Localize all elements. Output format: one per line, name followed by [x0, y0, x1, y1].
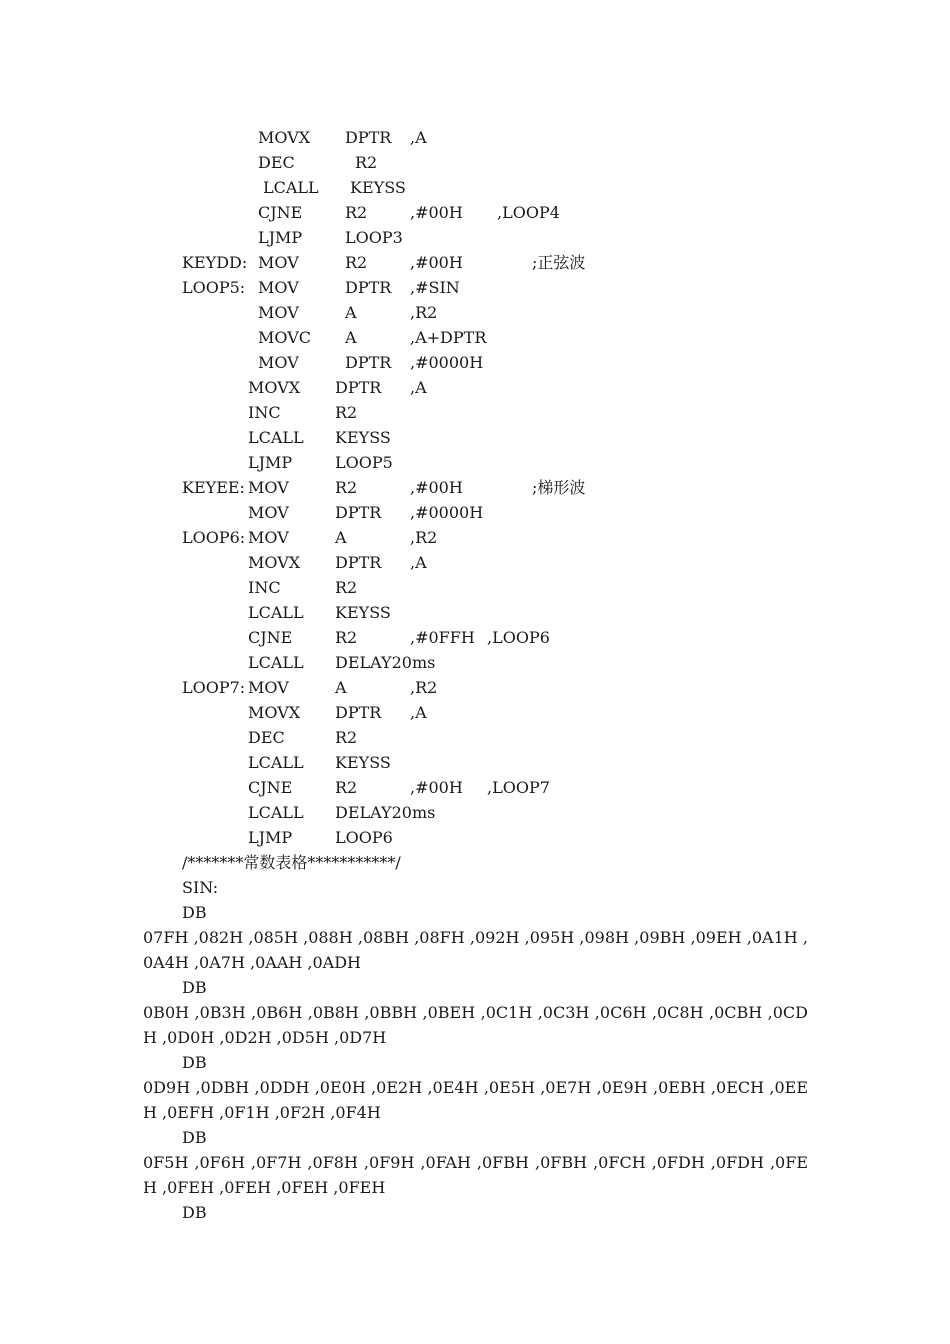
- code-op: DEC: [248, 728, 285, 747]
- code-op: CJNE: [248, 778, 293, 797]
- code-op: LJMP: [258, 228, 303, 247]
- code-line: [0, 650, 950, 675]
- code-a2: ,A: [410, 128, 427, 147]
- code-op: MOV: [258, 278, 299, 297]
- code-a2: ,R2: [410, 303, 438, 322]
- code-op: MOVX: [248, 553, 301, 572]
- code-op: MOVX: [258, 128, 311, 147]
- code-a3: ,LOOP6: [487, 628, 550, 647]
- code-a1: KEYSS: [350, 178, 406, 197]
- code-line: [0, 775, 950, 800]
- section-comment: /*******常数表格***********/: [182, 853, 401, 872]
- code-op: CJNE: [258, 203, 303, 222]
- code-line: [0, 625, 950, 650]
- code-op: LCALL: [263, 178, 319, 197]
- code-a1: DPTR: [335, 703, 382, 722]
- code-line: [0, 275, 950, 300]
- code-line: [0, 375, 950, 400]
- code-line: [0, 350, 950, 375]
- code-a2: ,#00H: [410, 253, 463, 272]
- code-a1: KEYSS: [335, 753, 391, 772]
- code-a1: DPTR: [345, 128, 392, 147]
- code-a2: ,#0FFH: [410, 628, 475, 647]
- code-a2: ,A: [410, 378, 427, 397]
- code-a3: ,LOOP7: [487, 778, 550, 797]
- code-label: LOOP5:: [182, 278, 246, 297]
- code-comment: ;正弦波: [532, 253, 586, 272]
- code-op: LCALL: [248, 803, 304, 822]
- code-op: MOVX: [248, 703, 301, 722]
- code-op: MOV: [248, 528, 289, 547]
- code-a2: ,A: [410, 553, 427, 572]
- code-a1: R2: [335, 628, 358, 647]
- code-a1: KEYSS: [335, 603, 391, 622]
- code-a2: ,#00H: [410, 203, 463, 222]
- db-keyword: DB: [182, 1203, 207, 1222]
- code-a1: R2: [335, 403, 358, 422]
- code-a2: ,#00H: [410, 778, 463, 797]
- code-op: MOV: [248, 678, 289, 697]
- code-a1: LOOP6: [335, 828, 393, 847]
- code-line: [0, 700, 950, 725]
- code-a1: A: [345, 303, 357, 322]
- code-line: [0, 125, 950, 150]
- code-op: MOV: [258, 353, 299, 372]
- db-values: 0F5H ,0F6H ,0F7H ,0F8H ,0F9H ,0FAH ,0FBH ,0FBH ,0FCH ,0FDH ,0FDH ,0FEH ,0FEH ,0FEH ,0FEH ,0FEH: [143, 1153, 808, 1197]
- code-a1: DPTR: [335, 503, 382, 522]
- code-a1: R2: [355, 153, 378, 172]
- code-a1: A: [335, 528, 347, 547]
- code-a2: ,A: [410, 703, 427, 722]
- db-keyword: DB: [182, 1128, 207, 1147]
- code-a2: ,R2: [410, 678, 438, 697]
- code-op: MOV: [248, 478, 289, 497]
- code-a1: R2: [335, 478, 358, 497]
- table-label: SIN:: [182, 878, 219, 897]
- db-values: 07FH ,082H ,085H ,088H ,08BH ,08FH ,092H ,095H ,098H ,09BH ,09EH ,0A1H ,0A4H ,0A7H ,0AAH ,0ADH: [143, 928, 808, 972]
- code-line: [0, 200, 950, 225]
- code-op: LCALL: [248, 753, 304, 772]
- code-line: [0, 475, 950, 500]
- code-line: [0, 325, 950, 350]
- code-line: [0, 400, 950, 425]
- code-a1: DPTR: [335, 553, 382, 572]
- code-line: [0, 425, 950, 450]
- code-label: KEYDD:: [182, 253, 248, 272]
- code-line: [0, 600, 950, 625]
- db-keyword: DB: [182, 978, 207, 997]
- code-line: [0, 575, 950, 600]
- code-op: MOVC: [258, 328, 312, 347]
- code-op: LCALL: [248, 603, 304, 622]
- code-a1: DELAY20ms: [335, 803, 436, 822]
- code-a1: R2: [345, 253, 368, 272]
- code-op: MOV: [258, 253, 299, 272]
- code-label: LOOP7:: [182, 678, 246, 697]
- code-op: INC: [248, 403, 281, 422]
- code-line: [0, 150, 950, 175]
- code-label: LOOP6:: [182, 528, 246, 547]
- code-op: LJMP: [248, 828, 293, 847]
- code-a1: DPTR: [345, 353, 392, 372]
- code-a1: LOOP3: [345, 228, 403, 247]
- code-op: MOV: [248, 503, 289, 522]
- code-a1: LOOP5: [335, 453, 393, 472]
- code-op: LJMP: [248, 453, 293, 472]
- code-op: MOV: [258, 303, 299, 322]
- db-keyword: DB: [182, 1053, 207, 1072]
- code-a1: R2: [335, 728, 358, 747]
- code-line: [0, 175, 950, 200]
- code-line: [0, 800, 950, 825]
- code-a1: KEYSS: [335, 428, 391, 447]
- code-a2: ,#0000H: [410, 503, 484, 522]
- code-op: LCALL: [248, 428, 304, 447]
- code-line: [0, 450, 950, 475]
- code-line: [0, 500, 950, 525]
- code-line: [0, 825, 950, 850]
- db-keyword: DB: [182, 903, 207, 922]
- code-a1: DPTR: [345, 278, 392, 297]
- code-line: [0, 300, 950, 325]
- code-a2: ,A+DPTR: [410, 328, 487, 347]
- code-a2: ,#SIN: [410, 278, 460, 297]
- code-a2: ,#00H: [410, 478, 463, 497]
- code-line: [0, 250, 950, 275]
- code-line: [0, 550, 950, 575]
- code-line: [0, 675, 950, 700]
- db-values: 0B0H ,0B3H ,0B6H ,0B8H ,0BBH ,0BEH ,0C1H ,0C3H ,0C6H ,0C8H ,0CBH ,0CDH ,0D0H ,0D2H ,0D5H ,0D7H: [143, 1003, 808, 1047]
- db-values: 0D9H ,0DBH ,0DDH ,0E0H ,0E2H ,0E4H ,0E5H ,0E7H ,0E9H ,0EBH ,0ECH ,0EEH ,0EFH ,0F1H ,0F2H ,0F4H: [143, 1078, 808, 1122]
- code-a2: ,R2: [410, 528, 438, 547]
- code-line: [0, 725, 950, 750]
- code-a1: R2: [335, 578, 358, 597]
- code-a1: A: [345, 328, 357, 347]
- code-op: INC: [248, 578, 281, 597]
- code-a1: DPTR: [335, 378, 382, 397]
- code-op: LCALL: [248, 653, 304, 672]
- code-line: [0, 750, 950, 775]
- code-a1: A: [335, 678, 347, 697]
- code-a3: ,LOOP4: [497, 203, 560, 222]
- code-a1: DELAY20ms: [335, 653, 436, 672]
- code-line: [0, 525, 950, 550]
- code-op: DEC: [258, 153, 295, 172]
- code-line: [0, 225, 950, 250]
- code-comment: ;梯形波: [532, 478, 586, 497]
- code-a1: R2: [335, 778, 358, 797]
- code-op: MOVX: [248, 378, 301, 397]
- code-label: KEYEE:: [182, 478, 245, 497]
- code-op: CJNE: [248, 628, 293, 647]
- code-a1: R2: [345, 203, 368, 222]
- code-a2: ,#0000H: [410, 353, 484, 372]
